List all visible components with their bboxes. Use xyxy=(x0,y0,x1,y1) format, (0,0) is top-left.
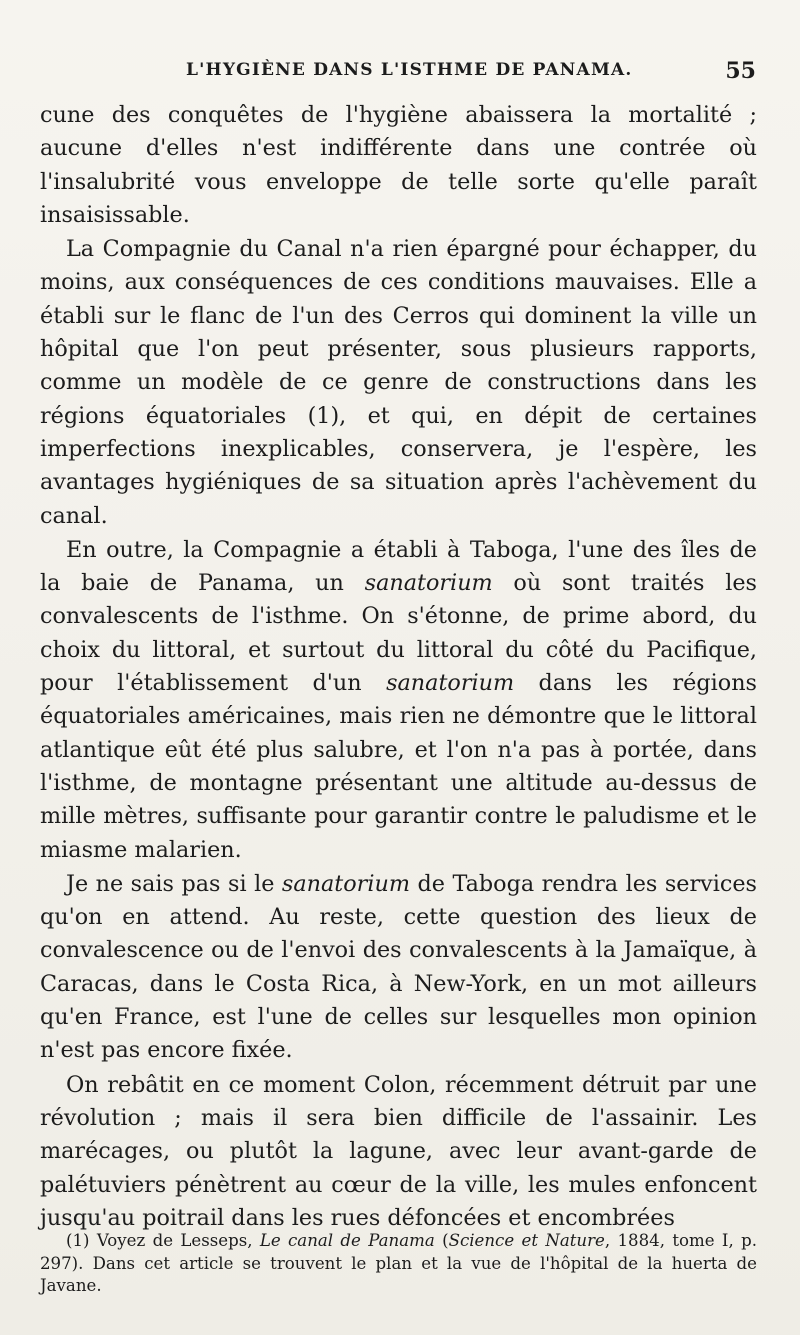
paragraph xyxy=(40,233,757,533)
footnote xyxy=(40,1230,757,1298)
italic-text: sanatorium xyxy=(281,870,410,897)
text-run: En outre, la Compagnie a établi à Taboga, l'une des îles de la baie de Panama, un xyxy=(40,536,757,597)
text-run: On rebâtit en ce moment Colon, récemment détruit par une révolution ; mais il sera bien difficile de l'assainir. Les marécages, ou plutôt la lagune, avec leur avant-garde de palétuviers pénètrent au cœur de la ville, les mules enfoncent jusqu'au poitrail dans les rues défoncées et encombrées xyxy=(40,1071,757,1231)
text-run: , 1884, tome I, p. 297). Dans cet article se trouvent le plan et la vue de l'hôpital de la huerta de Javane. xyxy=(40,1231,757,1295)
paragraph xyxy=(40,868,757,1068)
paragraph xyxy=(40,99,757,232)
italic-text: sanatorium xyxy=(364,570,493,597)
text-run: dans les régions équatoriales américaines, mais rien ne démontre que le littoral atlantique eût été plus salubre, et l'on n'a pas à portée, dans l'isthme, de montagne présentant une altitude au-dessus de mille mètres, suffisante pour garantir contre le paludisme et le miasme malarien. xyxy=(40,670,757,863)
paragraph xyxy=(40,1069,757,1235)
text-run: Je ne sais pas si le xyxy=(66,870,282,897)
paragraph xyxy=(40,534,757,867)
text-run: où sont traités les convalescents de l'isthme. On s'étonne, de prime abord, du choix du littoral, et surtout du littoral du côté du Pacifique, pour l'établissement d'un xyxy=(40,570,757,697)
page-number: 55 xyxy=(725,58,756,84)
text-run: ( xyxy=(434,1231,449,1250)
footnote-text xyxy=(40,1230,757,1298)
italic-text: Science et Nature xyxy=(448,1231,605,1250)
text-run: (1) Voyez de Lesseps, xyxy=(66,1231,260,1250)
text-run: de Taboga rendra les services qu'on en attend. Au reste, cette question des lieux de convalescence ou de l'envoi des convalescents à la Jamaïque, à Caracas, dans le Costa Rica, à New-York, en un mot ailleurs qu'en France, est l'une de celles sur lesquelles mon opinion n'est pas encore fixée. xyxy=(40,870,757,1064)
text-run: cune des conquêtes de l'hygiène abaissera la mortalité ; aucune d'elles n'est indifférente dans une contrée où l'insalubrité vous enveloppe de telle sorte qu'elle paraît insaisissable. xyxy=(40,102,757,228)
running-title: L'HYGIÈNE DANS L'ISTHME DE PANAMA. xyxy=(186,60,633,80)
italic-text: sanatorium xyxy=(386,670,515,697)
italic-text: Le canal de Panama xyxy=(259,1231,435,1250)
body-text xyxy=(40,99,757,1235)
running-head xyxy=(40,60,760,90)
text-run: La Compagnie du Canal n'a rien épargné pour échapper, du moins, aux conséquences de ces conditions mauvaises. Elle a établi sur le flanc de l'un des Cerros qui dominent la ville un hôpital que l'on peut présenter, sous plusieurs rapports, comme un modèle de ce genre de constructions dans les régions équatoriales (1), et qui, en dépit de certaines imperfections inexplicables, conservera, je l'espère, les avantages hygiéniques de sa situation après l'achèvement du canal. xyxy=(40,236,757,529)
